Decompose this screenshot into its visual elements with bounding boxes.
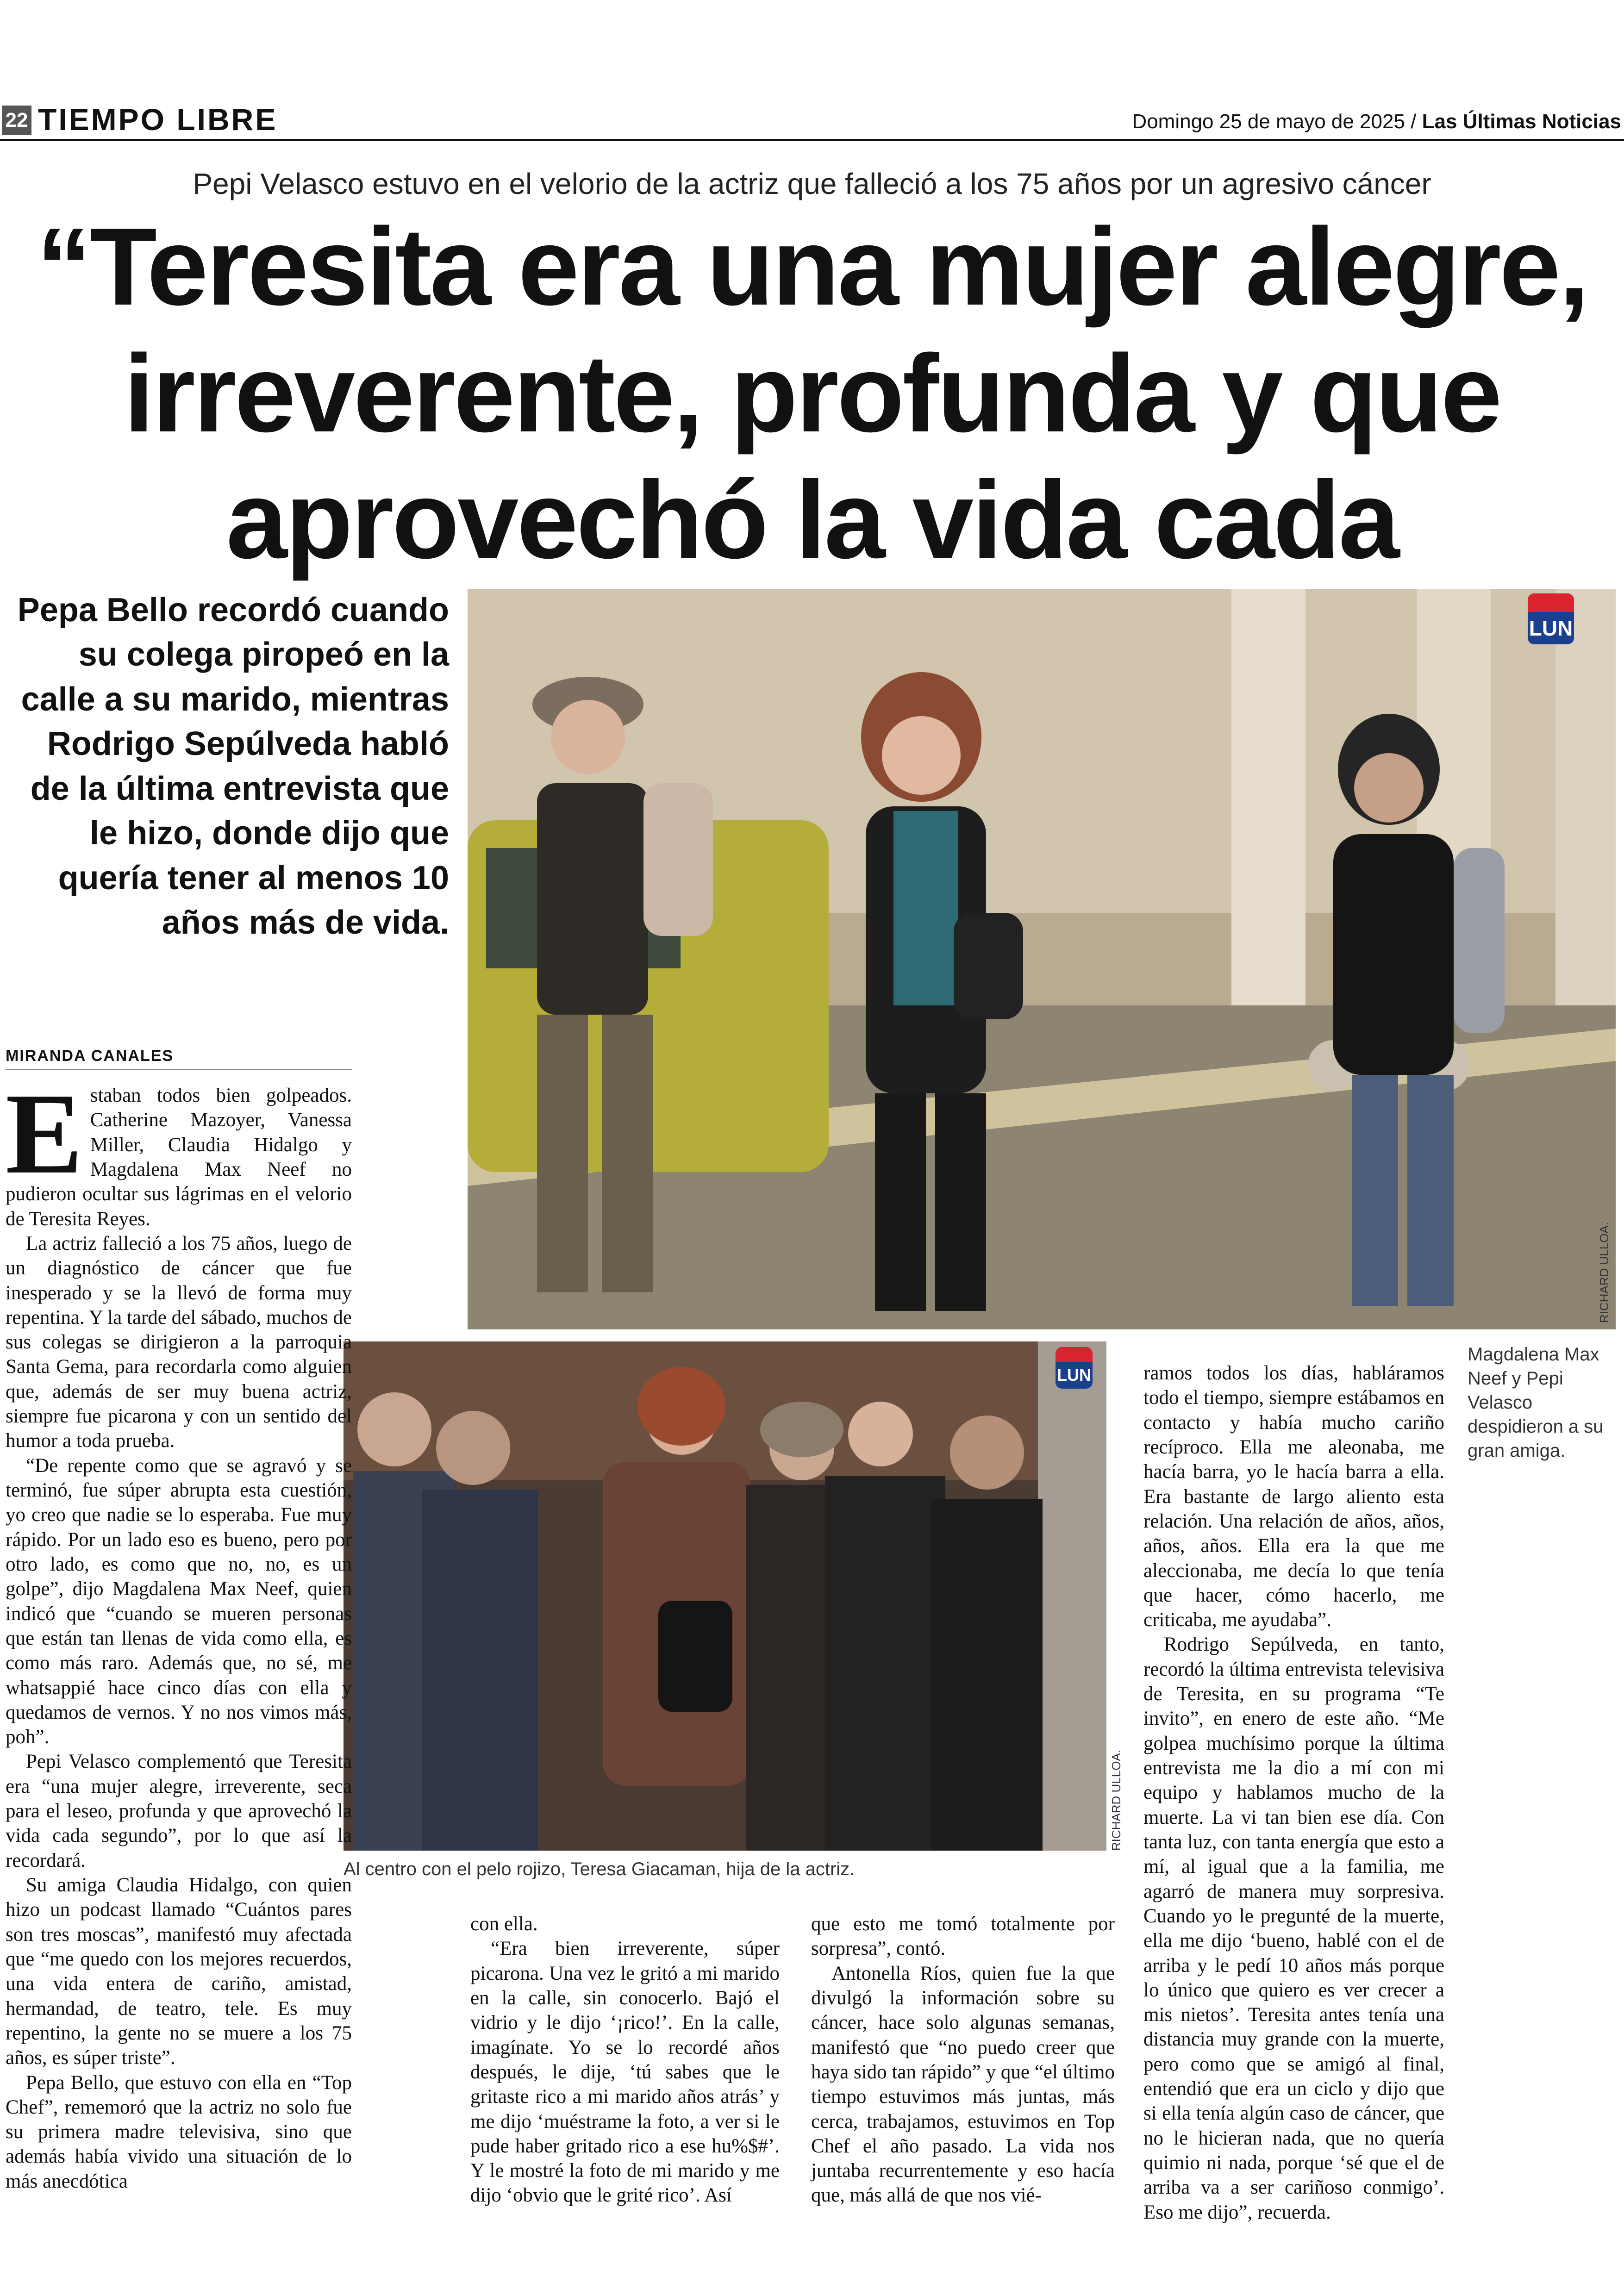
second-photo-credit: RICHARD ULLOA.: [1109, 1750, 1123, 1851]
page-number: 22: [2, 106, 31, 135]
paragraph: ramos todos los días, habláramos todo el tiempo, siempre estábamos en contacto y había mucho cariño recíproco. Ella me aleonaba, me hacía barra, yo le hacía barra a ella. Era bastante de largo aliento esta relación. Una relación de años, años, años, años. Ella era la que me aleccionaba, me decía lo que tenía que hacer, cómo hacerlo, me criticaba, me ayudaba”.: [1143, 1362, 1444, 1631]
header-rule: [0, 139, 1624, 141]
deck: Pepa Bello recordó cuando su colega piropeó en la calle a su marido, mientras Rodrigo Sepúlveda habló de la última entrevista que le hizo, donde dijo que quería tener al menos 10 años más de vida.: [17, 592, 449, 942]
publication-name: Las Últimas Noticias: [1422, 110, 1621, 133]
paragraph: “Era bien irreverente, súper picarona. Una vez le gritó a mi marido en la calle, sin conocerlo. Bajó el vidrio y le dijo ‘¡rico!’. En la calle, imagínate. Yo se lo recordé años después, le dije, ‘tú sabes que le gritaste rico a mi marido años atrás’ y me dijo ‘muéstrame la foto, a ver si le pude haber gritado rico a ese hu%$#’. Y le mostré la foto de mi marido y me dijo ‘obvio que le grité rico’. Así: [470, 1938, 780, 2207]
main-photo: [468, 589, 1616, 1329]
kicker: Pepi Velasco estuvo en el velorio de la actriz que falleció a los 75 años por un agresivo cáncer: [193, 167, 1431, 200]
paragraph: con ella.: [470, 1913, 538, 1935]
column-1: [6, 1070, 352, 2194]
lun-logo-second: LUN: [1056, 1347, 1093, 1389]
column-3: [811, 1912, 1115, 2208]
issue-date-line: [1132, 110, 1621, 133]
paragraph: Rodrigo Sepúlveda, en tanto, recordó la última entrevista televisiva de Teresita, en su programa “Te invito”, en enero de este año. “Me golpea muchísimo porque la última entrevista me la dio a mí con mi equipo y hablamos mucho de la muerte. La vi tan bien ese día. Con tanta luz, con tanta energía que esto a mí, al igual que a la familia, me agarró de manera muy sorpresiva. Cuando yo le pregunté de la muerte, ella me dijo ‘bueno, hablé con el de arriba y le pedí 10 años más porque lo único que quiero es ver crecer a mis nietos’. Teresita antes tenía una distancia muy grande con la muerte, pero como que se amigó al final, entendió que era un ciclo y dijo que si ella tenía algún caso de cáncer, que no le hicieran nada, que no quería quimio ni nada, porque ‘sé que el de arriba va a ser cariñoso conmigo’. Eso me dijo”, recuerda.: [1143, 1634, 1444, 2223]
main-photo-credit: RICHARD ULLOA.: [1597, 1222, 1611, 1323]
issue-date: Domingo 25 de mayo de 2025 /: [1132, 110, 1417, 133]
paragraph: Estaban todos bien golpeados. Catherine Mazoyer, Vanessa Miller, Claudia Hidalgo y Magdalena Max Neef no pudieron ocultar sus lágrimas en el velorio de Teresita Reyes.: [6, 1070, 352, 1230]
headline: “Teresita era una mujer alegre, irreverente, profunda y que aprovechó la vida cada: [36, 206, 1588, 582]
drop-cap: E: [6, 1070, 83, 1198]
second-photo-caption: Al centro con el pelo rojizo, Teresa Giacaman, hija de la actriz.: [344, 1859, 855, 1879]
byline: MIRANDA CANALES: [6, 1047, 352, 1070]
paragraph: Pepi Velasco complementó que Teresita era “una mujer alegre, irreverente, seca para el leseo, profunda y que aprovechó la vida cada segundo”, por lo que así la recordará.: [6, 1751, 352, 1871]
paragraph: La actriz falleció a los 75 años, luego de un diagnóstico de cáncer que fue inesperado y se la llevó de forma muy repentina. Y la tarde del sábado, muchos de sus colegas se dirigieron a la parroquia Santa Gema, para recordarla como alguien que, además de ser muy buena actriz, siempre fue picarona y con un sentido del humor a toda prueba.: [6, 1232, 352, 1452]
paragraph: Su amiga Claudia Hidalgo, con quien hizo un podcast llamado “Cuántos pares son tres moscas”, manifestó muy afectada que “me quedo con los mejores recuerdos, una vida entera de cariño, amistad, hermandad, de teatro, tele. Es muy repentino, la gente no se muere a los 75 años, es súper triste”.: [6, 1874, 352, 2069]
paragraph: que esto me tomó totalmente por sorpresa”, contó.: [811, 1913, 1115, 1960]
paragraph: “De repente como que se agravó y se terminó, fue súper abrupta esta cuestión, yo creo que nadie se lo esperaba. Fue muy rápido. Por un lado eso es bueno, pero por otro lado, es como que no, no, es un golpe”, dijo Magdalena Max Neef, quien indicó que “cuando se mueren personas que están tan llenas de vida como ella, es como más raro. Además que, no sé, me whatsappié hace cinco días con ella y quedamos de vernos. Y no nos vimos más, poh”.: [6, 1454, 352, 1748]
second-photo: [344, 1341, 1106, 1851]
column-4: [1143, 1361, 1444, 2225]
lun-logo-main: LUN: [1528, 593, 1574, 644]
column-2: [470, 1912, 780, 2208]
paragraph: Pepa Bello, que estuvo con ella en “Top Chef”, rememoró que la actriz no solo fue su primera madre televisiva, sino que además había vivido una situación de lo más anecdótica: [6, 2071, 352, 2192]
main-photo-caption: Magdalena Max Neef y Pepi Velasco despidieron a su gran amiga.: [1468, 1344, 1604, 1461]
section-title: TIEMPO LIBRE: [38, 102, 278, 137]
paragraph: Antonella Ríos, quien fue la que divulgó la información sobre su cáncer, hace solo algunas semanas, manifestó que “no puedo creer que haya sido tan rápido” y que “el último tiempo estuvimos más juntas, más cerca, trabajamos, estuvimos en Top Chef el año pasado. La vida nos juntaba recurrentemente y eso hacía que, más allá de que nos vié-: [811, 1962, 1115, 2207]
